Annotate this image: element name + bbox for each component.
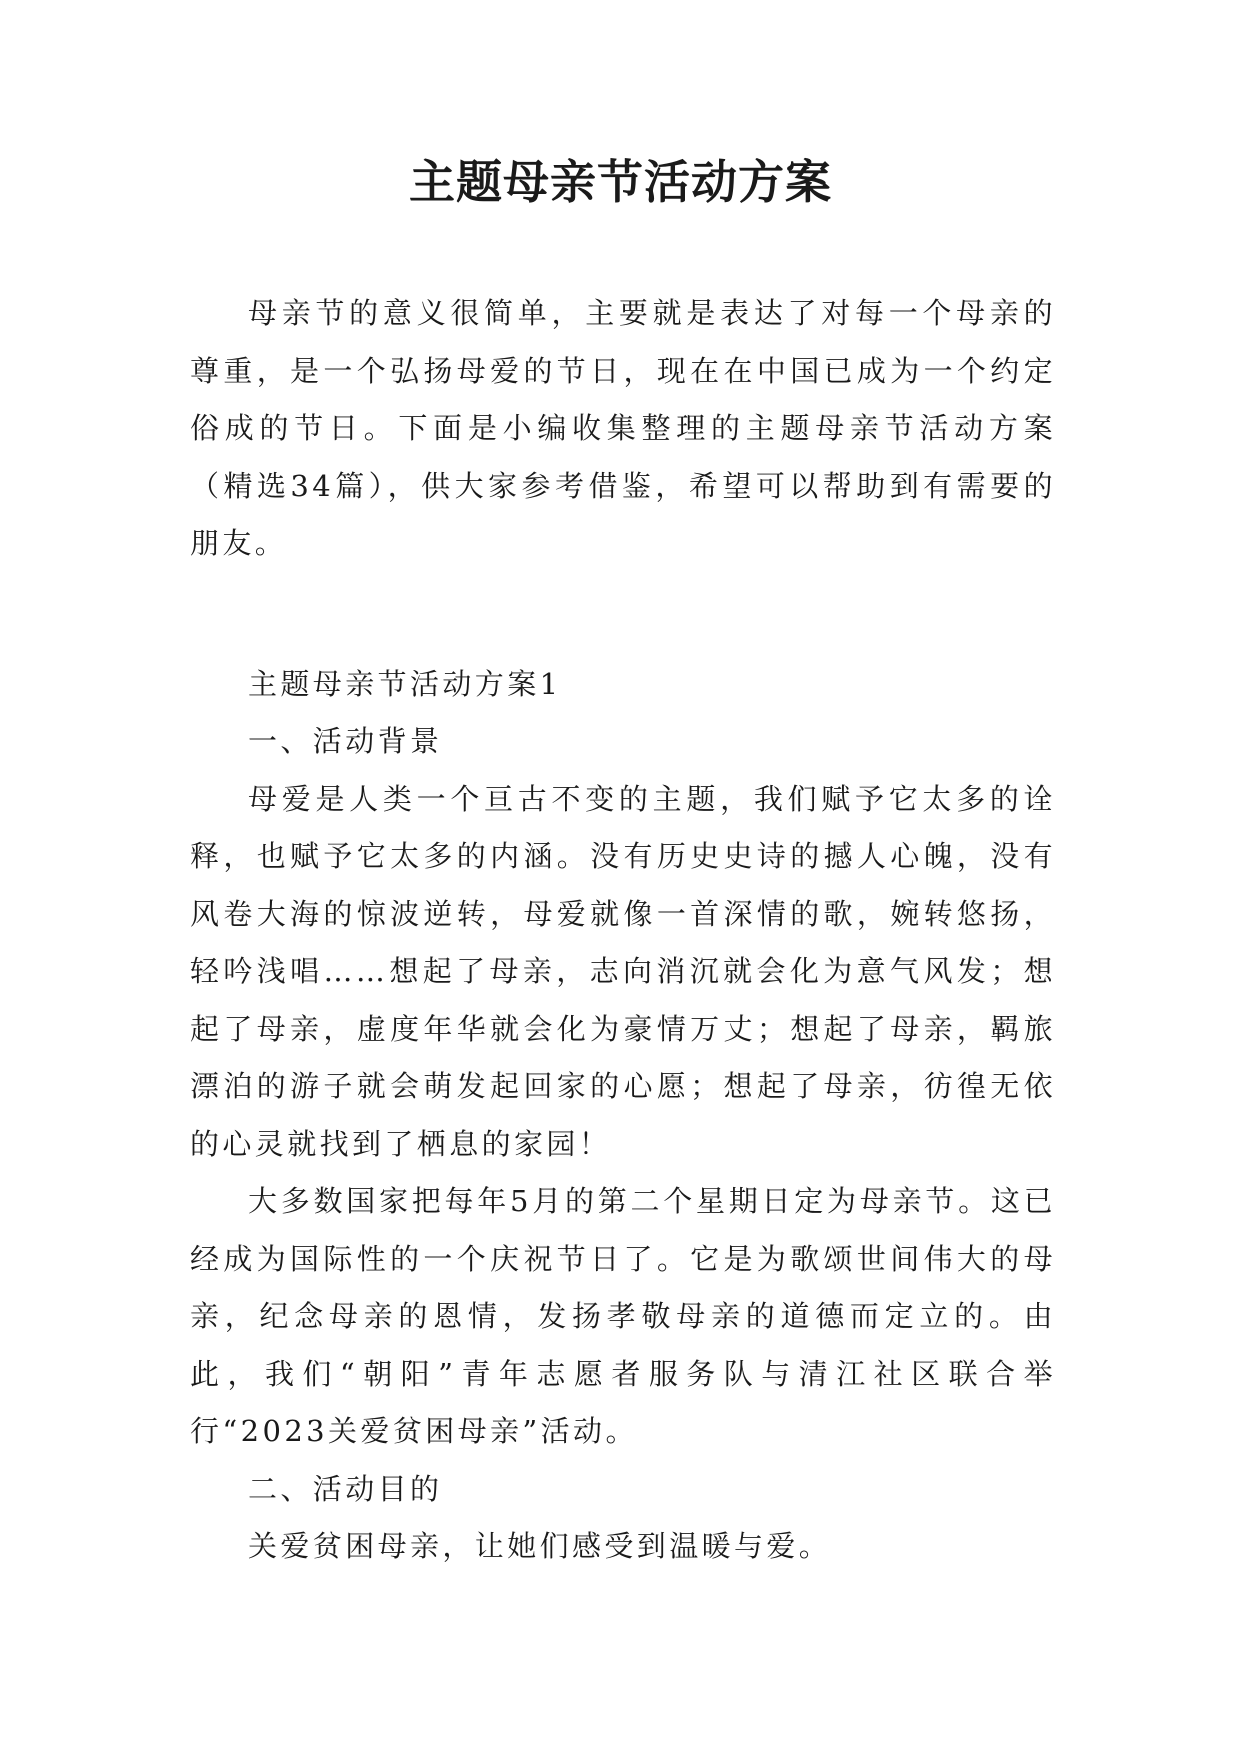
- document-title: 主题母亲节活动方案: [409, 155, 832, 209]
- paragraph-spacer: [190, 573, 1056, 656]
- background-paragraph-2: 大多数国家把每年5月的第二个星期日定为母亲节。这已经成为国际性的一个庆祝节日了。它是为歌颂世间伟大的母亲，纪念母亲的恩情，发扬孝敬母亲的道德而定立的。由此，我们“朝阳”青年志愿者服务队与清江社区联合举行“2023关爱贫困母亲”活动。: [190, 1184, 1056, 1448]
- section-title: 主题母亲节活动方案1: [248, 666, 562, 701]
- heading-purpose: 二、活动目的: [248, 1471, 443, 1506]
- purpose-paragraph: 关爱贫困母亲，让她们感受到温暖与爱。: [248, 1529, 832, 1563]
- intro-paragraph: 母亲节的意义很简单，主要就是表达了对每一个母亲的尊重，是一个弘扬母爱的节日，现在在中国已成为一个约定俗成的节日。下面是小编收集整理的主题母亲节活动方案（精选34篇），供大家参考借鉴，希望可以帮助到有需要的朋友。: [190, 296, 1056, 560]
- background-paragraph-1: 母爱是人类一个亘古不变的主题，我们赋予它太多的诠释，也赋予它太多的内涵。没有历史史诗的撼人心魄，没有风卷大海的惊波逆转，母爱就像一首深情的歌，婉转悠扬，轻吟浅唱……想起了母亲，志向消沉就会化为意气风发；想起了母亲，虚度年华就会化为豪情万丈；想起了母亲，羁旅漂泊的游子就会萌发起回家的心愿；想起了母亲，彷徨无依的心灵就找到了栖息的家园！: [190, 781, 1056, 1161]
- heading-background: 一、活动背景: [248, 724, 443, 758]
- document-body: [190, 285, 1056, 1576]
